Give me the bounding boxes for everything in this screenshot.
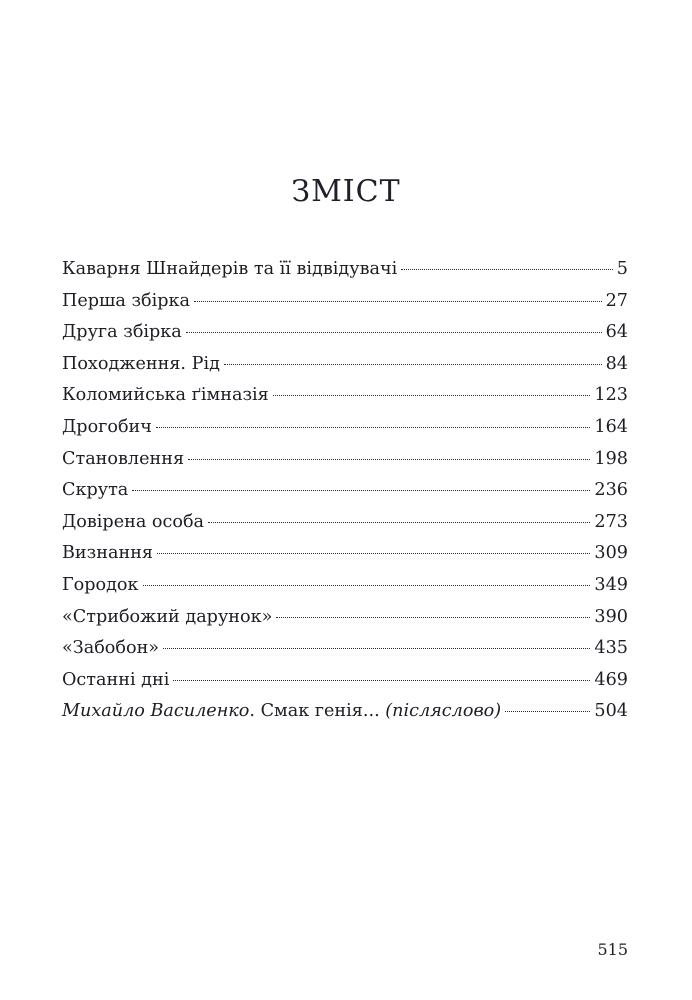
toc-entry-page: 469 [594, 669, 628, 690]
toc-entry[interactable] [62, 570, 628, 602]
dot-leader [143, 585, 591, 586]
toc-entry-page: 236 [594, 480, 628, 501]
toc-entry-page: 64 [605, 322, 628, 343]
toc-entry-title: Друга збірка [62, 322, 182, 343]
dot-leader [132, 490, 590, 491]
dot-leader [505, 711, 590, 712]
toc-entry[interactable] [62, 475, 628, 507]
toc-entry-page: 435 [594, 638, 628, 659]
dot-leader [273, 395, 591, 396]
dot-leader [276, 617, 590, 618]
toc-entry-afterword[interactable] [62, 696, 628, 728]
page-title: ЗМІСТ [291, 174, 401, 209]
afterword-note: (післяслово) [385, 701, 502, 722]
toc-entry[interactable] [62, 633, 628, 665]
toc-entry-title: Городок [62, 574, 139, 595]
toc-entry[interactable] [62, 286, 628, 318]
dot-leader [157, 553, 590, 554]
page-number: 515 [597, 940, 628, 959]
toc-entry-page: 5 [616, 259, 628, 279]
dot-leader [156, 427, 590, 428]
afterword-title: . Смак генія... [249, 701, 386, 722]
toc-entry-title: Коломийська ґімназія [62, 385, 269, 406]
dot-leader [186, 332, 602, 333]
toc-entry-title [62, 696, 501, 728]
toc-entry-title: Походження. Рід [62, 353, 220, 374]
toc-entry-title: Дрогобич [62, 416, 152, 437]
toc-entry-page: 198 [594, 448, 628, 469]
toc-entry[interactable] [62, 317, 628, 349]
toc-entry[interactable] [62, 349, 628, 381]
toc-entry[interactable] [62, 412, 628, 444]
dot-leader [194, 301, 602, 302]
toc-entry-title: «Стрибожий дарунок» [62, 606, 273, 627]
toc-entry[interactable] [62, 665, 628, 697]
toc-entry[interactable] [62, 602, 628, 634]
toc-entry-title: «Забобон» [62, 638, 160, 659]
toc-entry-title: Довірена особа [62, 511, 205, 532]
toc-entry-page: 349 [594, 574, 628, 595]
toc-entry-page: 84 [605, 353, 628, 374]
toc-entry-title: Перша збірка [62, 290, 191, 311]
toc-entry-page: 390 [594, 606, 628, 627]
toc-entry-page: 309 [594, 543, 628, 564]
dot-leader [163, 648, 590, 649]
toc-entry-title: Скрута [62, 480, 129, 501]
toc-entry-page: 123 [594, 385, 628, 406]
table-of-contents [62, 254, 628, 728]
toc-entry-page: 164 [594, 416, 628, 437]
toc-entry[interactable] [62, 254, 628, 286]
afterword-author: Михайло Василенко [62, 701, 250, 722]
dot-leader [401, 269, 613, 270]
toc-entry[interactable] [62, 444, 628, 476]
toc-entry[interactable] [62, 507, 628, 539]
toc-entry-page: 504 [594, 701, 628, 722]
dot-leader [224, 364, 602, 365]
dot-leader [173, 680, 590, 681]
dot-leader [188, 459, 590, 460]
toc-entry-title: Каварня Шнайдерів та її відвідувачі [62, 259, 398, 279]
toc-entry-title: Останні дні [62, 669, 170, 690]
toc-entry-title: Визнання [62, 543, 154, 564]
dot-leader [208, 522, 590, 523]
toc-entry-page: 27 [605, 290, 628, 311]
toc-entry[interactable] [62, 538, 628, 570]
toc-entry[interactable] [62, 380, 628, 412]
toc-entry-page: 273 [594, 511, 628, 532]
toc-entry-title: Становлення [62, 448, 185, 469]
